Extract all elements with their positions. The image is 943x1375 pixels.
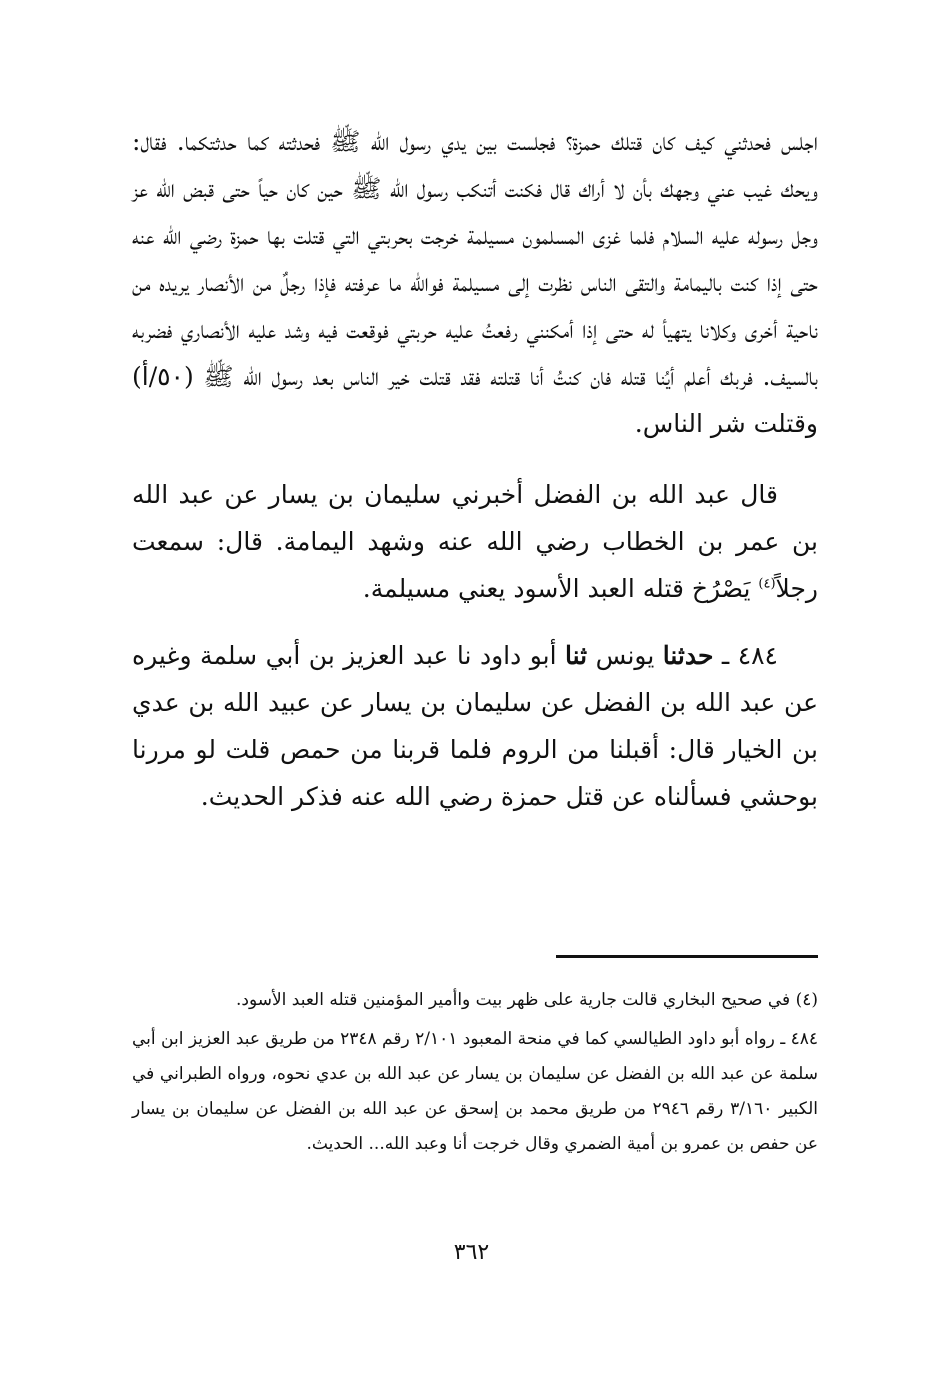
paragraph-text: يونس	[587, 641, 663, 670]
paragraph-text: قال عبد الله بن الفضل أخبرني سليمان بن يسار عن عبد الله بن عمر بن الخطاب رضي الله عنه وشهد اليمامة. قال: سمعت رجلاً	[132, 480, 818, 603]
page-number: ٣٦٢	[453, 1240, 490, 1265]
footnotes	[132, 983, 818, 1162]
thana-keyword: ثنا	[564, 641, 588, 670]
paragraph-hadith-484	[132, 632, 818, 820]
footnote-separator	[556, 955, 818, 958]
paragraph-abdullah-bin-fadl	[132, 471, 818, 612]
footnote-484: ٤٨٤ ـ رواه أبو داود الطيالسي كما في منحة المعبود ٢/١٠١ رقم ٢٣٤٨ من طريق عبد العزيز ابن أبي سلمة عن عبد الله بن الفضل عن سليمان بن يسار عن عبد الله بن عدي نحوه، ورواه الطبراني في الكبير ٣/١٦٠ رقم ٢٩٤٦ من طريق محمد بن إسحق عن عبد الله بن الفضل عن سليمان بن يسار عن حفص بن عمرو بن أمية الضمري وقال خرجت أنا وعبد الله... الحديث.	[132, 1029, 818, 1154]
footnote-4: (٤) في صحيح البخاري قالت جارية على ظهر بيت واأمير المؤمنين قتله العبد الأسود.	[235, 990, 818, 1010]
hadith-number: ٤٨٤ ـ	[713, 641, 778, 670]
paragraph-text: أبو داود نا عبد العزيز بن أبي سلمة وغيره عن عبد الله بن الفضل عن سليمان بن يسار عن عبيد الله بن عدي بن الخيار قال: أقبلنا من الروم فلما قربنا من حمص قلت لو مررنا بوحشي فسألناه عن قتل حمزة رضي الله عنه فذكر الحديث.	[132, 641, 818, 811]
paragraph-text: يَصْرُخ قتله العبد الأسود يعني مسيلمة.	[362, 574, 759, 603]
footnote-ref[interactable]: (٤)	[758, 576, 776, 592]
paragraph-narration: اجلس فحدثني كيف كان قتلك حمزة؟ فجلست بين يدي رسول الله ﷺ فحدثته كما حدثتكما. فقال: ويحك غيب عني وجهك بأن لا أراك قال فكنت أتنكب رسول الله ﷺ حين كان حياً حتى قبض الله عز وجل رسوله عليه السلام فلما غزى المسلمون مسيلمة خرجت بحربتي التي قتلت بها حمزة رضي الله عنه حتى إذا كنت باليمامة والتقى الناس نظرت إلى مسيلمة فوالله ما عرفته فإذا رجلٌ من الأنصار يريده من ناحية أخرى وكلانا يتهيأ له حتى إذا أمكنني رفعتُ عليه حربتي فوقعت فيه وشد عليه الأنصاري فضربه بالسيف. فربك أعلم أيُنا قتله فان كنتُ أنا قتلته فقد قتلت خير الناس بعد رسول الله ﷺ (٥٠/أ) وقتلت شر الناس.	[132, 127, 818, 438]
haddathana-keyword: حدثنا	[662, 641, 714, 670]
main-text	[132, 118, 818, 820]
